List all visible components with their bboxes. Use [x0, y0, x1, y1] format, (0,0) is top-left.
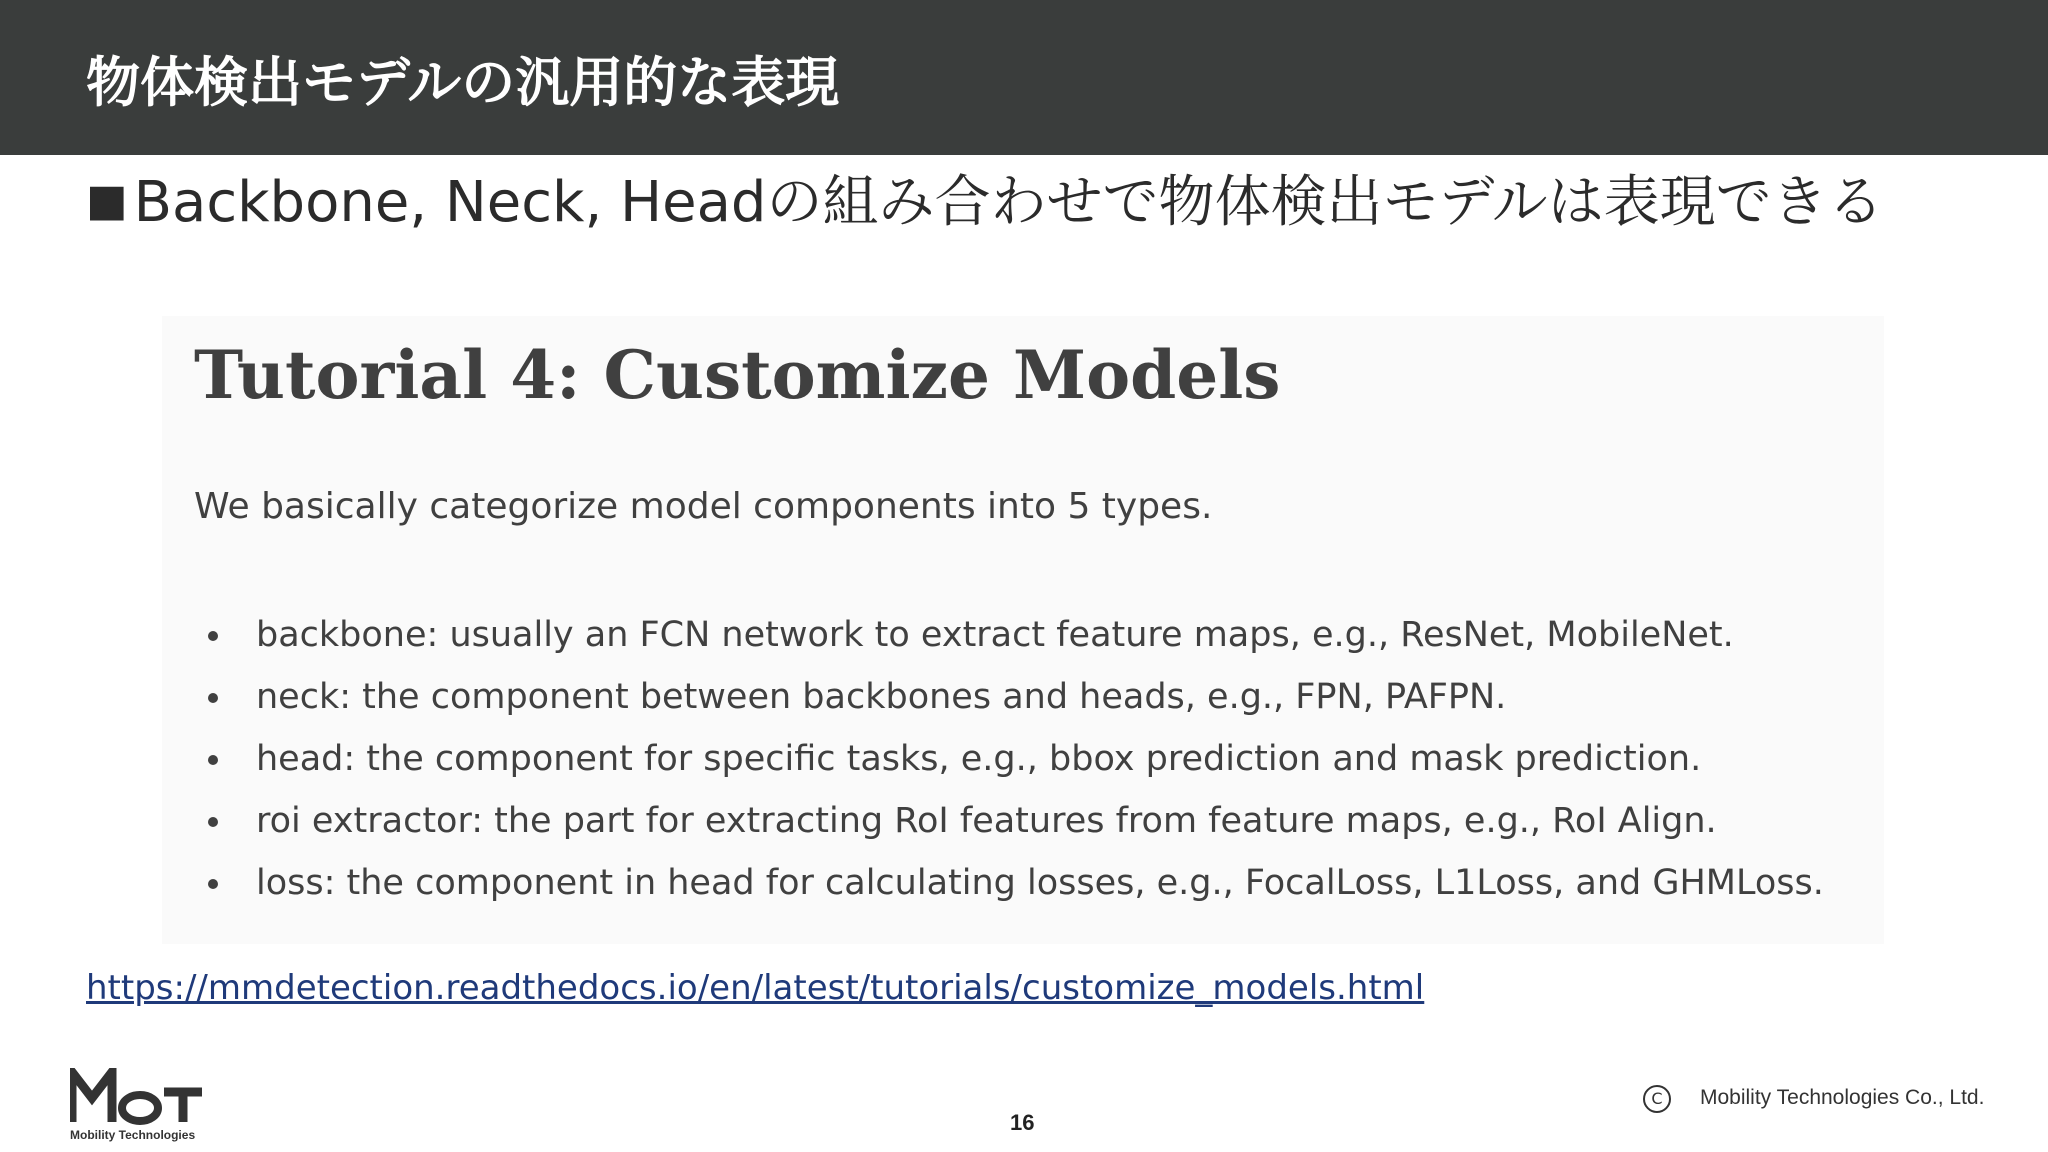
list-item [194, 604, 1824, 666]
list-item [194, 666, 1824, 728]
bullet-dot-icon [208, 755, 218, 765]
tutorial-title: Tutorial 4: Customize Models [194, 336, 1281, 414]
list-item [194, 852, 1824, 914]
bullet-dot-icon [208, 631, 218, 641]
component-list [194, 604, 1824, 914]
company-name: Mobility Technologies Co., Ltd. [1700, 1086, 1985, 1109]
bullet-dot-icon [208, 879, 218, 889]
bullet-dot-icon [208, 693, 218, 703]
bullet-square-icon: ■ [86, 175, 128, 226]
tutorial-screenshot [162, 316, 1884, 944]
list-item-text: roi extractor: the part for extracting RoI features from feature maps, e.g., RoI Align. [256, 801, 1717, 841]
list-item-text: head: the component for specific tasks, e.g., bbox prediction and mask prediction. [256, 739, 1702, 779]
main-bullet [86, 172, 1884, 234]
list-item [194, 728, 1824, 790]
header-bar [0, 0, 2048, 155]
main-bullet-text: Backbone, Neck, Headの組み合わせで物体検出モデルは表現できる [133, 170, 1884, 235]
list-item [194, 790, 1824, 852]
copyright-icon: C [1643, 1085, 1671, 1113]
tutorial-intro: We basically categorize model components into 5 types. [194, 486, 1213, 527]
list-item-text: loss: the component in head for calculating losses, e.g., FocalLoss, L1Loss, and GHMLoss. [256, 863, 1824, 903]
source-link[interactable]: https://mmdetection.readthedocs.io/en/latest/tutorials/customize_models.html [86, 968, 1425, 1008]
list-item-text: backbone: usually an FCN network to extract feature maps, e.g., ResNet, MobileNet. [256, 615, 1734, 655]
page-number: 16 [1010, 1110, 1035, 1135]
list-item-text: neck: the component between backbones and heads, e.g., FPN, PAFPN. [256, 677, 1507, 717]
bullet-dot-icon [208, 817, 218, 827]
logo-caption: Mobility Technologies [70, 1128, 196, 1142]
slide-title: 物体検出モデルの汎用的な表現 [86, 51, 840, 114]
